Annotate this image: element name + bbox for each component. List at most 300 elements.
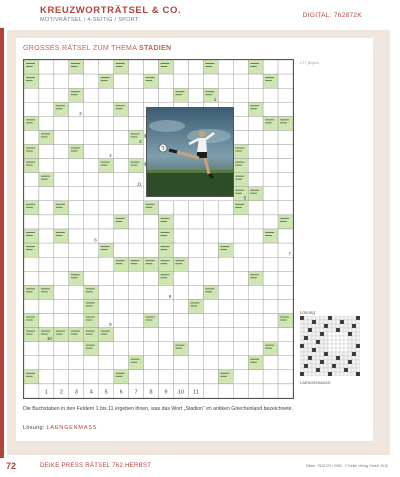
answer-cell[interactable]: [114, 285, 129, 299]
answer-cell[interactable]: [159, 299, 174, 313]
answer-cell[interactable]: [69, 215, 84, 229]
answer-cell[interactable]: [173, 370, 188, 384]
answer-cell[interactable]: [203, 243, 218, 257]
answer-cell[interactable]: [144, 215, 159, 229]
answer-cell[interactable]: [84, 88, 99, 102]
answer-cell[interactable]: [54, 173, 69, 187]
answer-cell[interactable]: [54, 299, 69, 313]
answer-cell[interactable]: [233, 243, 248, 257]
answer-cell[interactable]: [278, 356, 293, 370]
answer-cell[interactable]: [144, 370, 159, 384]
answer-cell[interactable]: [54, 257, 69, 271]
answer-cell[interactable]: [263, 130, 278, 144]
answer-cell[interactable]: [233, 384, 248, 398]
answer-cell[interactable]: [233, 102, 248, 116]
answer-cell[interactable]: [39, 314, 54, 328]
answer-cell[interactable]: [188, 257, 203, 271]
solution-thumbnail-cell: [328, 372, 332, 376]
answer-cell[interactable]: [159, 201, 174, 215]
answer-cell[interactable]: [114, 342, 129, 356]
answer-cell[interactable]: [129, 74, 144, 88]
answer-cell[interactable]: [54, 271, 69, 285]
answer-cell[interactable]: [263, 60, 278, 74]
answer-cell[interactable]: [69, 74, 84, 88]
answer-cell[interactable]: [278, 145, 293, 159]
answer-cell[interactable]: [99, 285, 114, 299]
clue-cell: [114, 257, 129, 271]
answer-cell[interactable]: [159, 88, 174, 102]
answer-cell[interactable]: [69, 257, 84, 271]
answer-cell[interactable]: [203, 74, 218, 88]
answer-cell[interactable]: [84, 271, 99, 285]
answer-cell[interactable]: [54, 314, 69, 328]
answer-cell[interactable]: [233, 116, 248, 130]
answer-cell[interactable]: [188, 342, 203, 356]
answer-cell[interactable]: [129, 102, 144, 116]
answer-cell[interactable]: [173, 314, 188, 328]
answer-cell[interactable]: [173, 201, 188, 215]
answer-cell[interactable]: [54, 356, 69, 370]
answer-cell[interactable]: [24, 88, 39, 102]
answer-cell[interactable]: [233, 370, 248, 384]
answer-cell[interactable]: [248, 384, 263, 398]
answer-cell[interactable]: [263, 370, 278, 384]
answer-cell[interactable]: [69, 299, 84, 313]
answer-cell[interactable]: [278, 370, 293, 384]
answer-cell[interactable]: [144, 285, 159, 299]
answer-cell[interactable]: [129, 271, 144, 285]
answer-cell[interactable]: [203, 356, 218, 370]
answer-cell[interactable]: [218, 299, 233, 313]
answer-cell[interactable]: [54, 370, 69, 384]
answer-cell[interactable]: [218, 74, 233, 88]
answer-cell[interactable]: [39, 243, 54, 257]
answer-cell[interactable]: [99, 88, 114, 102]
answer-cell[interactable]: [84, 173, 99, 187]
answer-cell[interactable]: [54, 159, 69, 173]
answer-cell[interactable]: [84, 102, 99, 116]
answer-cell[interactable]: [233, 229, 248, 243]
answer-cell[interactable]: [278, 187, 293, 201]
answer-cell[interactable]: [24, 257, 39, 271]
answer-cell[interactable]: [218, 271, 233, 285]
answer-cell[interactable]: [24, 187, 39, 201]
answer-cell[interactable]: [173, 229, 188, 243]
answer-cell[interactable]: [99, 356, 114, 370]
answer-cell[interactable]: [99, 299, 114, 313]
answer-cell[interactable]: [54, 145, 69, 159]
answer-cell[interactable]: [114, 187, 129, 201]
answer-cell[interactable]: [69, 342, 84, 356]
answer-cell[interactable]: [218, 215, 233, 229]
answer-cell[interactable]: [278, 299, 293, 313]
answer-cell[interactable]: [248, 342, 263, 356]
answer-cell[interactable]: [39, 145, 54, 159]
answer-cell[interactable]: [248, 130, 263, 144]
answer-cell[interactable]: [233, 285, 248, 299]
answer-cell[interactable]: [248, 159, 263, 173]
answer-cell[interactable]: [248, 74, 263, 88]
answer-cell[interactable]: [173, 215, 188, 229]
answer-cell[interactable]: [54, 215, 69, 229]
answer-cell[interactable]: [203, 328, 218, 342]
answer-cell[interactable]: [248, 328, 263, 342]
answer-cell[interactable]: [129, 299, 144, 313]
answer-cell[interactable]: [263, 257, 278, 271]
answer-cell[interactable]: [114, 299, 129, 313]
answer-cell[interactable]: [203, 257, 218, 271]
answer-cell[interactable]: [233, 74, 248, 88]
answer-cell[interactable]: [39, 257, 54, 271]
answer-cell[interactable]: [144, 88, 159, 102]
answer-cell[interactable]: [69, 243, 84, 257]
answer-cell[interactable]: [114, 88, 129, 102]
answer-cell[interactable]: [39, 356, 54, 370]
answer-cell[interactable]: [263, 159, 278, 173]
answer-cell[interactable]: [203, 271, 218, 285]
answer-cell[interactable]: [159, 370, 174, 384]
answer-cell[interactable]: [144, 342, 159, 356]
answer-cell[interactable]: [233, 356, 248, 370]
answer-cell[interactable]: [114, 74, 129, 88]
answer-cell[interactable]: [99, 257, 114, 271]
answer-cell[interactable]: [99, 271, 114, 285]
answer-cell[interactable]: [263, 145, 278, 159]
answer-cell[interactable]: [129, 60, 144, 74]
answer-cell[interactable]: [129, 314, 144, 328]
answer-cell[interactable]: [263, 243, 278, 257]
answer-cell[interactable]: [248, 201, 263, 215]
answer-cell[interactable]: [39, 229, 54, 243]
answer-cell[interactable]: [129, 215, 144, 229]
answer-cell[interactable]: [203, 229, 218, 243]
answer-cell[interactable]: [248, 215, 263, 229]
answer-cell[interactable]: [218, 229, 233, 243]
answer-cell[interactable]: [39, 102, 54, 116]
answer-cell[interactable]: [263, 299, 278, 313]
answer-cell[interactable]: [69, 116, 84, 130]
answer-cell[interactable]: [129, 243, 144, 257]
answer-cell[interactable]: [203, 215, 218, 229]
answer-cell[interactable]: [84, 356, 99, 370]
answer-cell[interactable]: [39, 201, 54, 215]
answer-cell[interactable]: [144, 299, 159, 313]
answer-cell[interactable]: [233, 342, 248, 356]
answer-cell[interactable]: [84, 215, 99, 229]
answer-cell[interactable]: [278, 328, 293, 342]
answer-cell[interactable]: [39, 271, 54, 285]
clue-text-line: [146, 80, 153, 81]
answer-cell[interactable]: [263, 215, 278, 229]
answer-cell[interactable]: [129, 342, 144, 356]
answer-cell[interactable]: [114, 145, 129, 159]
answer-cell[interactable]: [233, 60, 248, 74]
answer-cell[interactable]: [263, 384, 278, 398]
answer-cell[interactable]: [263, 187, 278, 201]
answer-cell[interactable]: [248, 257, 263, 271]
answer-cell[interactable]: [233, 215, 248, 229]
answer-cell[interactable]: [24, 356, 39, 370]
answer-cell[interactable]: [114, 130, 129, 144]
answer-cell[interactable]: [54, 187, 69, 201]
answer-cell[interactable]: [129, 229, 144, 243]
answer-cell[interactable]: [84, 187, 99, 201]
answer-cell[interactable]: [114, 356, 129, 370]
answer-cell[interactable]: [99, 116, 114, 130]
answer-cell[interactable]: [248, 145, 263, 159]
answer-cell[interactable]: [129, 285, 144, 299]
answer-cell[interactable]: [99, 60, 114, 74]
answer-cell[interactable]: [69, 187, 84, 201]
answer-cell[interactable]: [233, 130, 248, 144]
answer-cell[interactable]: [218, 356, 233, 370]
answer-cell[interactable]: [114, 314, 129, 328]
answer-cell[interactable]: [173, 271, 188, 285]
answer-cell[interactable]: [278, 102, 293, 116]
answer-cell[interactable]: [233, 328, 248, 342]
answer-cell[interactable]: [69, 130, 84, 144]
answer-cell[interactable]: [99, 102, 114, 116]
answer-cell[interactable]: [84, 74, 99, 88]
answer-cell[interactable]: [129, 370, 144, 384]
answer-cell[interactable]: [203, 201, 218, 215]
answer-cell[interactable]: [54, 285, 69, 299]
answer-cell[interactable]: [188, 314, 203, 328]
answer-cell[interactable]: [159, 356, 174, 370]
answer-cell[interactable]: [263, 271, 278, 285]
answer-cell[interactable]: [39, 187, 54, 201]
answer-cell[interactable]: [263, 285, 278, 299]
answer-cell[interactable]: [248, 299, 263, 313]
answer-cell[interactable]: [263, 173, 278, 187]
answer-cell[interactable]: [248, 116, 263, 130]
answer-cell[interactable]: [248, 88, 263, 102]
answer-cell[interactable]: [203, 370, 218, 384]
answer-cell[interactable]: [188, 271, 203, 285]
answer-cell[interactable]: [263, 314, 278, 328]
answer-cell[interactable]: [263, 201, 278, 215]
answer-cell[interactable]: [99, 342, 114, 356]
answer-cell[interactable]: [84, 257, 99, 271]
answer-cell[interactable]: [278, 74, 293, 88]
answer-cell[interactable]: [218, 60, 233, 74]
answer-cell[interactable]: [233, 271, 248, 285]
answer-cell[interactable]: [24, 173, 39, 187]
answer-cell[interactable]: [114, 159, 129, 173]
answer-cell[interactable]: [278, 257, 293, 271]
answer-cell[interactable]: [203, 384, 218, 398]
answer-cell[interactable]: [188, 88, 203, 102]
answer-cell[interactable]: [84, 243, 99, 257]
answer-cell[interactable]: [173, 328, 188, 342]
answer-cell[interactable]: [278, 88, 293, 102]
answer-cell[interactable]: [129, 116, 144, 130]
answer-cell[interactable]: [39, 74, 54, 88]
answer-cell[interactable]: [173, 285, 188, 299]
answer-cell[interactable]: [188, 370, 203, 384]
answer-cell[interactable]: [39, 116, 54, 130]
answer-cell[interactable]: [99, 173, 114, 187]
solution-thumbnail-cell: [356, 372, 360, 376]
answer-cell[interactable]: [159, 328, 174, 342]
answer-cell[interactable]: [24, 130, 39, 144]
answer-cell[interactable]: [54, 116, 69, 130]
answer-cell[interactable]: [69, 159, 84, 173]
answer-cell[interactable]: [233, 88, 248, 102]
answer-cell[interactable]: [233, 299, 248, 313]
answer-cell[interactable]: [188, 74, 203, 88]
answer-cell[interactable]: [188, 285, 203, 299]
answer-cell[interactable]: [84, 116, 99, 130]
answer-cell[interactable]: [114, 173, 129, 187]
answer-cell[interactable]: [84, 201, 99, 215]
answer-cell[interactable]: [218, 285, 233, 299]
answer-cell[interactable]: [54, 60, 69, 74]
answer-cell[interactable]: [84, 130, 99, 144]
answer-cell[interactable]: [99, 187, 114, 201]
solution-thumbnail-cell: [312, 324, 316, 328]
answer-cell[interactable]: [69, 370, 84, 384]
answer-cell[interactable]: [129, 145, 144, 159]
answer-cell[interactable]: [54, 88, 69, 102]
answer-cell[interactable]: [24, 384, 39, 398]
answer-cell[interactable]: [203, 314, 218, 328]
answer-cell[interactable]: [114, 328, 129, 342]
answer-cell[interactable]: [188, 215, 203, 229]
answer-cell[interactable]: [129, 328, 144, 342]
answer-cell[interactable]: [278, 285, 293, 299]
answer-cell[interactable]: [173, 74, 188, 88]
answer-cell[interactable]: [24, 215, 39, 229]
answer-cell[interactable]: [69, 229, 84, 243]
answer-cell[interactable]: [114, 243, 129, 257]
answer-cell[interactable]: [173, 60, 188, 74]
answer-cell[interactable]: [144, 229, 159, 243]
answer-cell[interactable]: [24, 271, 39, 285]
answer-cell[interactable]: [54, 130, 69, 144]
answer-cell[interactable]: [278, 173, 293, 187]
answer-cell[interactable]: [144, 271, 159, 285]
answer-cell[interactable]: [129, 187, 144, 201]
answer-cell[interactable]: [263, 102, 278, 116]
clue-text-line: [86, 291, 93, 292]
answer-cell[interactable]: [218, 328, 233, 342]
answer-cell[interactable]: [99, 370, 114, 384]
answer-cell[interactable]: [99, 215, 114, 229]
answer-cell[interactable]: [248, 243, 263, 257]
answer-cell[interactable]: [69, 201, 84, 215]
answer-cell[interactable]: [233, 257, 248, 271]
answer-cell[interactable]: [114, 229, 129, 243]
answer-cell[interactable]: [188, 328, 203, 342]
answer-cell[interactable]: [84, 145, 99, 159]
answer-cell[interactable]: [278, 229, 293, 243]
answer-cell[interactable]: [129, 88, 144, 102]
answer-cell[interactable]: [129, 201, 144, 215]
answer-cell[interactable]: [159, 342, 174, 356]
answer-cell[interactable]: [218, 314, 233, 328]
answer-cell[interactable]: [278, 384, 293, 398]
answer-cell[interactable]: [99, 130, 114, 144]
answer-cell[interactable]: [278, 342, 293, 356]
answer-cell[interactable]: [248, 370, 263, 384]
answer-cell[interactable]: [69, 356, 84, 370]
answer-cell[interactable]: [218, 88, 233, 102]
answer-cell[interactable]: [173, 356, 188, 370]
answer-cell[interactable]: [218, 342, 233, 356]
answer-cell[interactable]: [24, 342, 39, 356]
answer-cell[interactable]: [39, 159, 54, 173]
answer-cell[interactable]: [69, 285, 84, 299]
answer-cell[interactable]: [248, 173, 263, 187]
answer-cell[interactable]: [218, 201, 233, 215]
answer-cell[interactable]: [39, 342, 54, 356]
answer-cell[interactable]: [188, 243, 203, 257]
answer-cell[interactable]: [39, 215, 54, 229]
answer-cell[interactable]: [159, 74, 174, 88]
answer-cell[interactable]: [173, 243, 188, 257]
answer-cell[interactable]: [278, 201, 293, 215]
answer-cell[interactable]: [263, 356, 278, 370]
answer-cell[interactable]: [159, 314, 174, 328]
answer-cell[interactable]: [263, 88, 278, 102]
answer-cell[interactable]: [54, 342, 69, 356]
answer-cell[interactable]: [99, 229, 114, 243]
answer-cell[interactable]: [39, 60, 54, 74]
answer-cell[interactable]: [278, 130, 293, 144]
answer-cell[interactable]: [84, 60, 99, 74]
answer-cell[interactable]: [84, 159, 99, 173]
answer-cell[interactable]: [144, 60, 159, 74]
answer-cell[interactable]: [248, 229, 263, 243]
answer-cell[interactable]: [278, 271, 293, 285]
answer-cell[interactable]: [218, 257, 233, 271]
answer-cell[interactable]: [24, 299, 39, 313]
answer-cell[interactable]: [188, 356, 203, 370]
answer-cell[interactable]: [39, 299, 54, 313]
answer-cell[interactable]: [248, 314, 263, 328]
answer-cell[interactable]: [188, 229, 203, 243]
answer-cell[interactable]: [54, 74, 69, 88]
answer-cell[interactable]: [203, 299, 218, 313]
answer-cell[interactable]: [218, 384, 233, 398]
answer-cell[interactable]: [24, 102, 39, 116]
answer-cell[interactable]: [39, 88, 54, 102]
answer-cell[interactable]: [99, 201, 114, 215]
answer-cell[interactable]: [144, 356, 159, 370]
answer-cell[interactable]: [114, 201, 129, 215]
answer-cell[interactable]: [114, 271, 129, 285]
answer-cell[interactable]: [188, 60, 203, 74]
answer-cell[interactable]: [114, 116, 129, 130]
answer-cell[interactable]: [54, 243, 69, 257]
answer-cell[interactable]: [69, 173, 84, 187]
answer-cell[interactable]: [144, 243, 159, 257]
answer-cell[interactable]: [69, 314, 84, 328]
answer-cell[interactable]: [278, 60, 293, 74]
answer-cell[interactable]: [233, 314, 248, 328]
answer-cell[interactable]: [263, 328, 278, 342]
answer-cell[interactable]: [188, 201, 203, 215]
answer-cell[interactable]: [84, 370, 99, 384]
answer-cell[interactable]: [278, 159, 293, 173]
answer-cell[interactable]: [248, 285, 263, 299]
clue-text-line: [220, 373, 229, 374]
answer-cell[interactable]: [144, 328, 159, 342]
answer-cell[interactable]: [173, 299, 188, 313]
answer-cell[interactable]: [39, 370, 54, 384]
answer-cell[interactable]: [203, 342, 218, 356]
